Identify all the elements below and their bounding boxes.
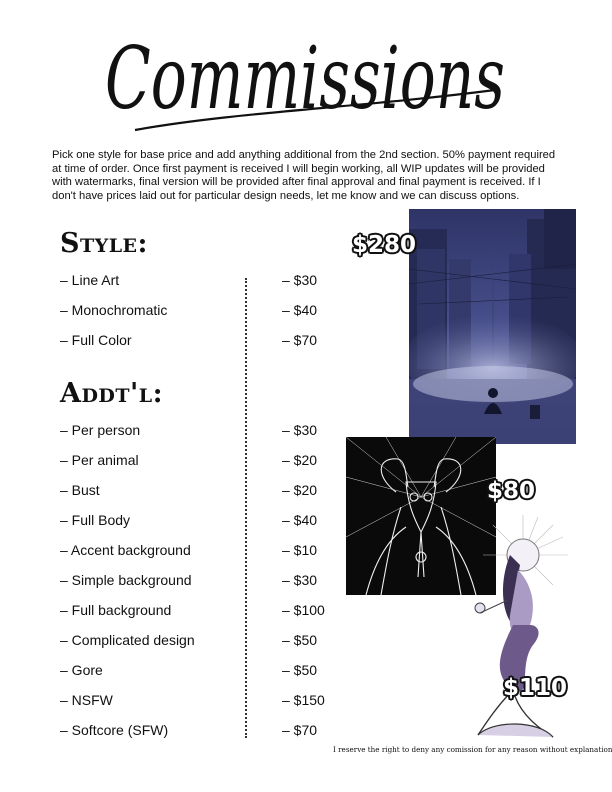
item-price: – $10 — [282, 542, 318, 558]
item-name: – Per animal — [60, 452, 139, 468]
example-art-mermaid — [458, 515, 578, 740]
price-tag-110: $110 — [503, 675, 568, 701]
item-name: – Full background — [60, 602, 172, 618]
item-name: – Gore — [60, 662, 103, 678]
item-price: – $40 — [282, 302, 318, 318]
style-heading: Style: — [60, 228, 149, 259]
item-price: – $20 — [282, 482, 318, 498]
item-price: – $50 — [282, 632, 318, 648]
addtl-item-softcore — [60, 722, 340, 742]
city-painting-image — [409, 209, 576, 444]
item-name: – Line Art — [60, 272, 120, 288]
intro-text: Pick one style for base price and add anything additional from the 2nd section. 50% payment required at time of order. Once first payment is received I will begin working, all WIP updates will be provided with watermarks, final version will be provided after final approval and final payment is received. If I don't have prices laid out for particular design needs, let me know and we can discuss options. — [52, 149, 556, 202]
addtl-item-simple-background — [60, 572, 340, 592]
addtl-item-full-background — [60, 602, 340, 622]
item-name: – Bust — [60, 482, 100, 498]
item-name: – Softcore (SFW) — [60, 722, 169, 738]
item-name: – Full Body — [60, 512, 131, 528]
item-price: – $100 — [282, 602, 325, 618]
addtl-heading: Addt'l: — [60, 378, 164, 409]
addtl-item-per-person — [60, 422, 340, 442]
title-svg — [95, 12, 515, 142]
item-price: – $30 — [282, 572, 318, 588]
style-item-line-art — [60, 272, 340, 292]
footnote: I reserve the right to deny any comission for any reason without explanation — [333, 745, 612, 754]
item-name: – Complicated design — [60, 632, 195, 648]
style-item-monochromatic — [60, 302, 340, 322]
item-name: – Monochromatic — [60, 302, 168, 318]
addtl-item-full-body — [60, 512, 340, 532]
item-name: – NSFW — [60, 692, 113, 708]
addtl-item-per-animal — [60, 452, 340, 472]
price-tag-80: $80 — [487, 478, 536, 504]
addtl-item-bust — [60, 482, 340, 502]
item-name: – Simple background — [60, 572, 192, 588]
title-text: Commissions — [105, 29, 505, 129]
item-price: – $30 — [282, 272, 318, 288]
item-price: – $70 — [282, 722, 318, 738]
addtl-item-accent-background — [60, 542, 340, 562]
item-price: – $70 — [282, 332, 318, 348]
page-title — [95, 12, 515, 142]
addtl-item-gore — [60, 662, 340, 682]
example-art-city — [409, 209, 576, 444]
dotted-divider — [245, 278, 247, 738]
item-price: – $40 — [282, 512, 318, 528]
mermaid-image — [458, 515, 578, 740]
price-tag-280: $280 — [352, 232, 417, 258]
addtl-item-nsfw — [60, 692, 340, 712]
item-name: – Per person — [60, 422, 141, 438]
item-price: – $50 — [282, 662, 318, 678]
item-price: – $150 — [282, 692, 325, 708]
addtl-item-complicated-design — [60, 632, 340, 652]
item-name: – Accent background — [60, 542, 191, 558]
item-price: – $20 — [282, 452, 318, 468]
style-item-full-color — [60, 332, 340, 352]
item-name: – Full Color — [60, 332, 132, 348]
item-price: – $30 — [282, 422, 318, 438]
